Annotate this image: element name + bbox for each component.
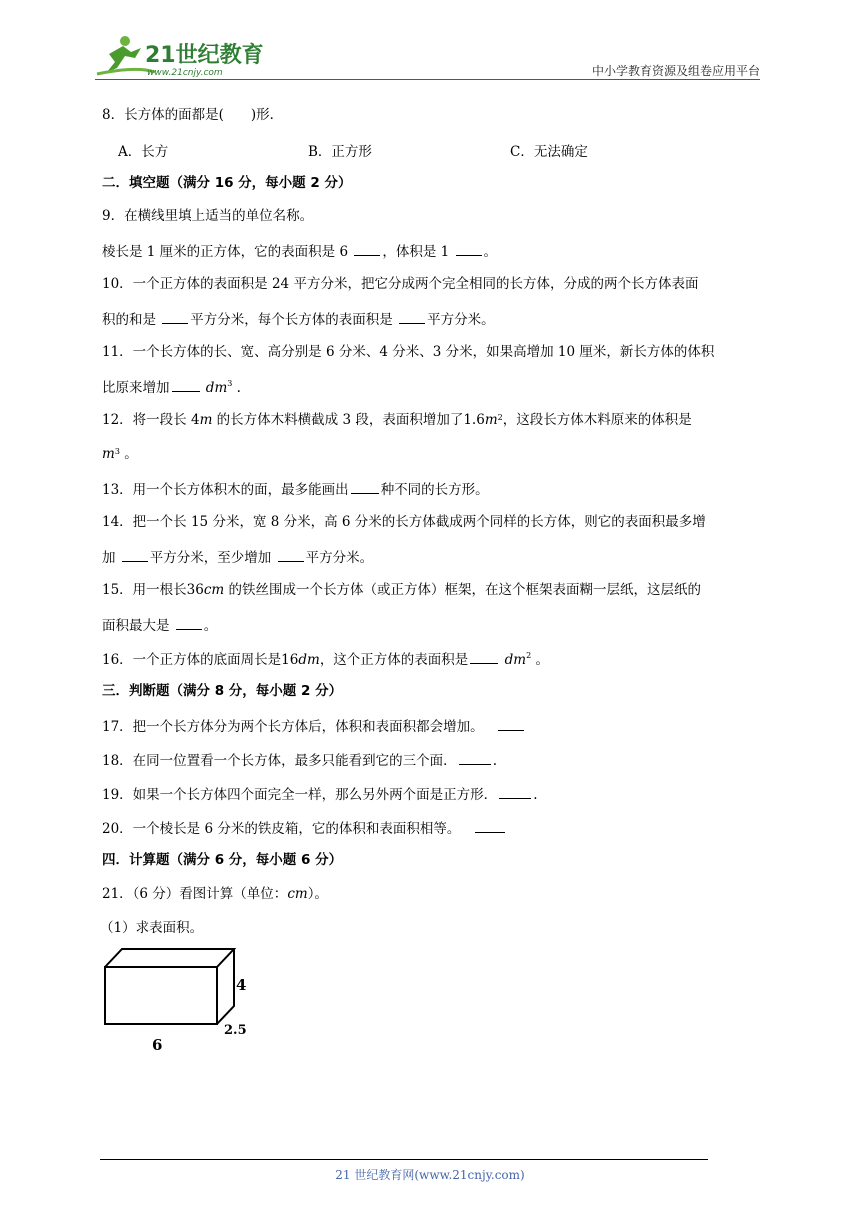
label-length: 6 [152,1036,163,1054]
answer-blank [176,615,202,630]
question-11: 11．一个长方体的长、宽、高分别是 6 分米、4 分米、3 分米，如果高增加 10 厘米，新长方体的体积 [102,344,715,360]
question-13: 13．用一个长方体积木的面，最多能画出 种不同的长方形。 [102,479,489,499]
answer-blank [351,479,379,494]
answer-blank [498,716,524,731]
logo-21cnjy [95,32,265,78]
answer-blank [172,377,200,392]
header-divider [95,79,760,80]
answer-blank [354,241,380,256]
cuboid-top-face [105,949,234,967]
question-14-cont: 加 平方分米，至少增加 平方分米。 [102,547,373,567]
answer-blank [470,649,498,664]
question-20: 20．一个棱长是 6 分米的铁皮箱，它的体积和表面积相等。 [102,818,507,838]
answer-blank [162,309,188,324]
question-15: 15．用一根长36cm 的铁丝围成一个长方体（或正方体）框架，在这个框架表面糊一层纸，这层纸的 [102,582,702,598]
label-width: 2.5 [224,1023,247,1038]
question-9-body: 棱长是 1 厘米的正方体，它的表面积是 6 ，体积是 1 。 [102,241,497,261]
answer-blank [399,309,425,324]
answer-blank [499,784,531,799]
question-9: 9．在横线里填上适当的单位名称。 [102,208,314,224]
q8-option-a: A．长方 [118,144,169,160]
question-14: 14．把一个长 15 分米，宽 8 分米，高 6 分米的长方体截成两个同样的长方体，则它的表面积最多增 [102,514,706,530]
question-10-cont: 积的和是 平方分米，每个长方体的表面积是 平方分米。 [102,309,495,329]
cuboid-side-face [217,949,234,1024]
answer-blank [459,750,491,765]
answer-blank [456,241,482,256]
question-21: 21．（6 分）看图计算（单位：cm）。 [102,886,328,902]
question-19: 19．如果一个长方体四个面完全一样，那么另外两个面是正方形． . [102,784,537,804]
question-10: 10．一个正方体的表面积是 24 平方分米，把它分成两个完全相同的长方体，分成的两个长方体表面 [102,276,699,292]
logo-text: 21世纪教育 [145,43,264,68]
header-platform-text: 中小学教育资源及组卷应用平台 [591,64,760,78]
cuboid-figure [100,944,260,1054]
question-8: 8．长方体的面都是( )形． [102,107,284,123]
question-18: 18．在同一位置看一个长方体，最多只能看到它的三个面． . [102,750,497,770]
section-calculation-title: 四．计算题（满分 6 分，每小题 6 分） [102,852,343,868]
page-header [95,32,760,80]
question-21-part-1: （1）求表面积。 [100,920,204,936]
answer-blank [122,547,148,562]
footer-text[interactable]: 21 世纪教育网(www.21cnjy.com) [335,1168,525,1182]
question-12-cont: $m^3$ 。 [102,446,138,462]
section-judgement-title: 三．判断题（满分 8 分，每小题 2 分） [102,683,343,699]
answer-blank [278,547,304,562]
label-height: 4 [236,976,247,994]
cuboid-front-face [105,967,217,1024]
footer-divider [100,1159,708,1160]
question-16: 16．一个正方体的底面周长是16dm，这个正方体的表面积是 $dm^2$ 。 [102,651,549,668]
question-17: 17．把一个长方体分为两个长方体后，体积和表面积都会增加。 [102,716,526,736]
q8-option-b: B．正方形 [308,144,372,160]
logo-url: www.21cnjy.com [147,68,223,78]
question-15-cont: 面积最大是 。 [102,615,217,635]
q8-option-c: C．无法确定 [510,144,588,160]
section-fill-blank-title: 二．填空题（满分 16 分，每小题 2 分） [102,175,352,191]
question-12: 12．将一段长 4m 的长方体木料横截成 3 段，表面积增加了$1.6m^2$，这段长方体木料原来的体积是 [102,412,692,428]
answer-blank [475,818,505,833]
question-11-cont: 比原来增加 $dm^3$ . [102,379,241,396]
